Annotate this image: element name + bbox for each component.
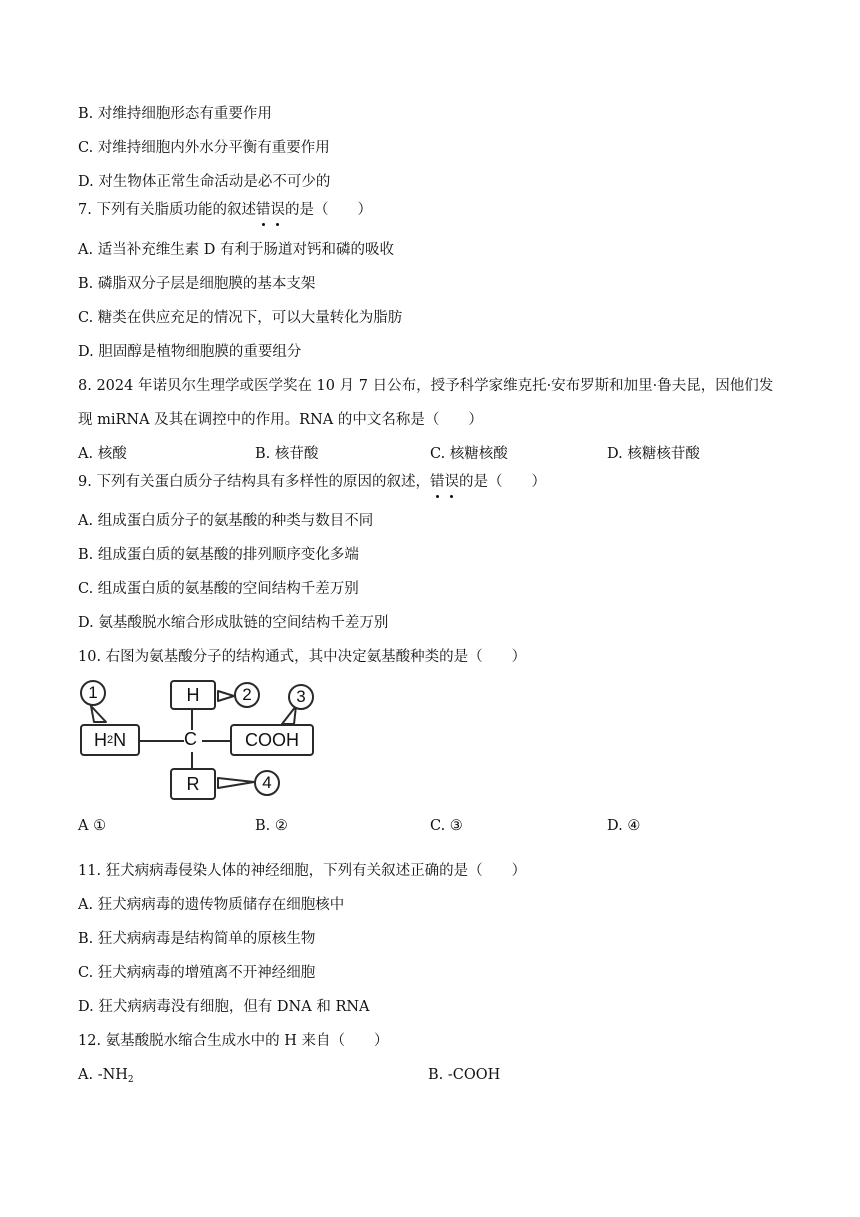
q6-option-d: D. 对生物体正常生命活动是必不可少的 — [78, 174, 331, 190]
q10-option-a: A ① — [78, 818, 107, 834]
q7-stem-pre: 7. 下列有关脂质功能的叙述 — [78, 202, 256, 218]
q9-option-b: B. 组成蛋白质的氨基酸的排列顺序变化多端 — [78, 547, 359, 563]
q8-option-c: C. 核糖核酸 — [430, 446, 508, 462]
q10-option-c: C. ③ — [430, 818, 463, 834]
q11-option-b: B. 狂犬病病毒是结构简单的原核生物 — [78, 931, 316, 947]
q10-option-b: B. ② — [255, 818, 288, 834]
q9-option-a: A. 组成蛋白质分子的氨基酸的种类与数目不同 — [78, 513, 374, 529]
q8-option-d: D. 核糖核苷酸 — [607, 446, 700, 462]
q8-option-a: A. 核酸 — [78, 446, 127, 462]
q11-stem: 11. 狂犬病病毒侵染人体的神经细胞，下列有关叙述正确的是（ ） — [78, 863, 527, 879]
marker-2-icon: 2 — [234, 682, 260, 708]
marker-1-icon: 1 — [80, 680, 106, 706]
r-group-box: R — [170, 768, 216, 800]
q10-option-d: D. ④ — [607, 818, 641, 834]
emphasis-char: 错 — [429, 474, 445, 490]
q7-option-c: C. 糖类在供应充足的情况下，可以大量转化为脂肪 — [78, 310, 403, 326]
q11-option-a: A. 狂犬病病毒的遗传物质储存在细胞核中 — [78, 897, 345, 913]
central-carbon: C — [184, 729, 197, 749]
q7-option-d: D. 胆固醇是植物细胞膜的重要组分 — [78, 344, 302, 360]
q8-stem-line2: 现 miRNA 及其在调控中的作用。RNA 的中文名称是（ ） — [78, 412, 483, 428]
q12-option-b: B. -COOH — [428, 1067, 501, 1083]
q9-option-d: D. 氨基酸脱水缩合形成肽链的空间结构千差万别 — [78, 615, 389, 631]
marker-3-icon: 3 — [288, 684, 314, 710]
q6-option-c: C. 对维持细胞内外水分平衡有重要作用 — [78, 140, 330, 156]
hydrogen-box: H — [170, 680, 216, 710]
amino-acid-structure-figure — [78, 678, 323, 804]
emphasis-char: 误 — [270, 202, 285, 218]
q7-stem — [78, 200, 372, 220]
q12-stem: 12. 氨基酸脱水缩合生成水中的 H 来自（ ） — [78, 1033, 389, 1049]
q11-option-d: D. 狂犬病病毒没有细胞，但有 DNA 和 RNA — [78, 999, 370, 1015]
marker-4-icon: 4 — [254, 770, 280, 796]
carboxyl-group-box: COOH — [230, 724, 314, 756]
q9-option-c: C. 组成蛋白质的氨基酸的空间结构千差万别 — [78, 581, 359, 597]
q9-stem-post: 的是（ ） — [458, 474, 546, 490]
q12-option-a: A. $-NH_2$ — [78, 1067, 134, 1085]
q10-stem: 10. 右图为氨基酸分子的结构通式，其中决定氨基酸种类的是（ ） — [78, 649, 527, 665]
emphasis-char: 错 — [255, 202, 271, 218]
q7-stem-post: 的是（ ） — [284, 202, 372, 218]
q7-option-a: A. 适当补充维生素 D 有利于肠道对钙和磷的吸收 — [78, 242, 395, 258]
q8-stem-line1: 8. 2024 年诺贝尔生理学或医学奖在 10 月 7 日公布，授予科学家维克托·安布罗斯和加里·鲁夫昆，因他们发 — [78, 378, 774, 394]
q7-option-b: B. 磷脂双分子层是细胞膜的基本支架 — [78, 276, 316, 292]
q11-option-c: C. 狂犬病病毒的增殖离不开神经细胞 — [78, 965, 316, 981]
emphasis-char: 误 — [444, 474, 459, 490]
q6-option-b: B. 对维持细胞形态有重要作用 — [78, 106, 272, 122]
amino-group-box: H 2 N — [80, 724, 140, 756]
q9-stem-pre: 9. 下列有关蛋白质分子结构具有多样性的原因的叙述， — [78, 474, 430, 490]
q8-option-b: B. 核苷酸 — [255, 446, 319, 462]
q9-stem — [78, 472, 546, 492]
